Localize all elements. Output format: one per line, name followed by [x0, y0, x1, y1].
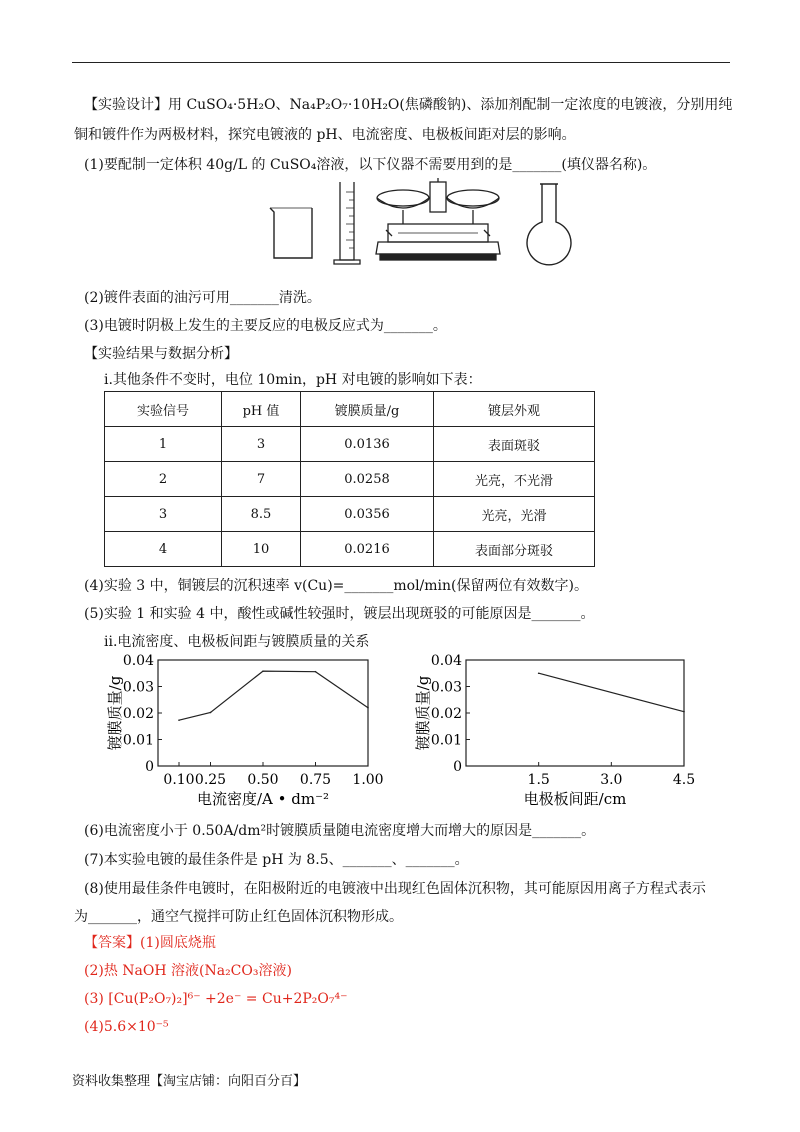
table-header-cell: 镀膜质量/g [301, 392, 434, 427]
data-point [178, 719, 180, 721]
data-point [538, 672, 540, 674]
y-tick-label: 0 [453, 759, 462, 775]
x-axis-label: 电极板间距/cm [523, 790, 627, 808]
current-density-chart [92, 650, 392, 818]
question-7: (7)本实验电镀的最佳条件是 pH 为 8.5、_______、_______。 [84, 852, 469, 868]
x-tick-label: 0.50 [247, 772, 279, 788]
plot-frame [466, 660, 684, 766]
y-tick-label: 0.03 [430, 679, 462, 696]
ph-effect-table [104, 391, 595, 567]
results-header: 【实验结果与数据分析】 [84, 346, 238, 362]
data-point [315, 671, 317, 673]
x-tick-label: 0.10 [163, 772, 195, 788]
series-line [179, 671, 368, 720]
table-cell: 0.0216 [301, 532, 434, 567]
y-tick-label: 0.04 [430, 653, 462, 669]
table-row [105, 427, 595, 462]
table-cell: 3 [105, 497, 222, 532]
x-axis-label: 电流密度/A • dm⁻² [196, 790, 330, 808]
table-cell: 4 [105, 532, 222, 567]
table-row [105, 462, 595, 497]
answer-2: (2)热 NaOH 溶液(Na₂CO₃溶液) [84, 963, 292, 979]
question-8-line-2: 为_______，通空气搅拌可防止红色固体沉积物形成。 [74, 909, 403, 925]
x-tick-label: 3.0 [600, 772, 623, 788]
table-cell: 7 [222, 462, 301, 497]
y-tick-label: 0.03 [122, 679, 154, 696]
table-cell: 光亮，不光滑 [434, 462, 595, 497]
x-tick-label: 1.5 [527, 772, 550, 788]
table-cell: 光亮，光滑 [434, 497, 595, 532]
question-8-line-1: (8)使用最佳条件电镀时，在阳极附近的电镀液中出现红色固体沉积物，其可能原因用离子方程式表示 [84, 881, 706, 897]
table-cell: 10 [222, 532, 301, 567]
table-cell: 1 [105, 427, 222, 462]
data-point [210, 712, 212, 714]
round-bottom-flask-icon [527, 184, 571, 265]
plot-frame [158, 660, 368, 766]
question-2: (2)镀件表面的油污可用_______清洗。 [84, 290, 321, 306]
part-ii-title: ⅱ.电流密度、电极板间距与镀膜质量的关系 [104, 634, 370, 650]
y-tick-label: 0.02 [122, 706, 154, 722]
answer-line-1 [84, 933, 216, 953]
balance-icon [376, 178, 500, 260]
table-cell: 0.0356 [301, 497, 434, 532]
answer-1: (1)圆底烧瓶 [140, 935, 216, 951]
table-header-cell: 镀层外观 [434, 392, 595, 427]
table-header-cell: 实验信号 [105, 392, 222, 427]
question-3: (3)电镀时阴极上发生的主要反应的电极反应式为_______。 [84, 318, 447, 334]
design-line-2: 铜和镀件作为两极材料，探究电镀液的 pH、电流密度、电极板间距对层的影响。 [74, 127, 576, 143]
x-tick-label: 0.25 [194, 772, 227, 788]
x-tick-label: 0.75 [299, 772, 332, 788]
table-cell: 0.0258 [301, 462, 434, 497]
series-line [539, 673, 684, 712]
table-cell: 表面部分斑驳 [434, 532, 595, 567]
answer-label: 【答案】 [84, 935, 140, 951]
answer-3: (3) [Cu(P₂O₇)₂]⁶⁻ +2e⁻ = Cu+2P₂O₇⁴⁻ [84, 991, 348, 1007]
instrument-illustrations [260, 178, 580, 270]
table-cell: 3 [222, 427, 301, 462]
y-tick-label: 0.01 [430, 732, 462, 749]
graduated-cylinder-icon [334, 182, 360, 264]
question-6: (6)电流密度小于 0.50A/dm²时镀膜质量随电流密度增大而增大的原因是_______。 [84, 823, 596, 839]
y-tick-label: 0.02 [430, 706, 462, 722]
data-point [683, 711, 685, 713]
header-rule [72, 62, 730, 63]
question-5: (5)实验 1 和实验 4 中，酸性或碱性较强时，镀层出现斑驳的可能原因是_______。 [84, 606, 595, 622]
y-axis-label: 镀膜质量/g [106, 675, 124, 751]
table-row [105, 532, 595, 567]
answer-4: (4)5.6×10⁻⁵ [84, 1019, 169, 1035]
table-header-row [105, 392, 595, 427]
design-line-1: 【实验设计】用 CuSO₄·5H₂O、Na₄P₂O₇·10H₂O(焦磷酸钠)、添加剂配制一定浓度的电镀液，分别用纯 [84, 97, 733, 113]
x-tick-label: 4.5 [672, 772, 696, 788]
table-header-cell: pH 值 [222, 392, 301, 427]
table-cell: 0.0136 [301, 427, 434, 462]
y-axis-label: 镀膜质量/g [414, 675, 432, 751]
footer-note: 资料收集整理【淘宝店铺：向阳百分百】 [72, 1074, 307, 1089]
data-point [262, 670, 264, 672]
part-i-title: ⅰ.其他条件不变时，电位 10min，pH 对电镀的影响如下表： [104, 372, 482, 388]
beaker-icon [270, 208, 312, 258]
y-tick-label: 0.01 [122, 732, 154, 749]
y-tick-label: 0 [145, 759, 154, 775]
x-tick-label: 1.00 [352, 772, 384, 788]
table-cell: 2 [105, 462, 222, 497]
data-point [367, 707, 369, 709]
question-4: (4)实验 3 中，铜镀层的沉积速率 v(Cu)=_______mol/min(保留两位有效数字)。 [84, 578, 588, 594]
plate-distance-chart [408, 650, 708, 818]
y-tick-label: 0.04 [122, 653, 154, 669]
table-cell: 8.5 [222, 497, 301, 532]
table-cell: 表面斑驳 [434, 427, 595, 462]
table-row [105, 497, 595, 532]
question-1: (1)要配制一定体积 40g/L 的 CuSO₄溶液，以下仪器不需要用到的是_______(填仪器名称)。 [84, 157, 657, 173]
